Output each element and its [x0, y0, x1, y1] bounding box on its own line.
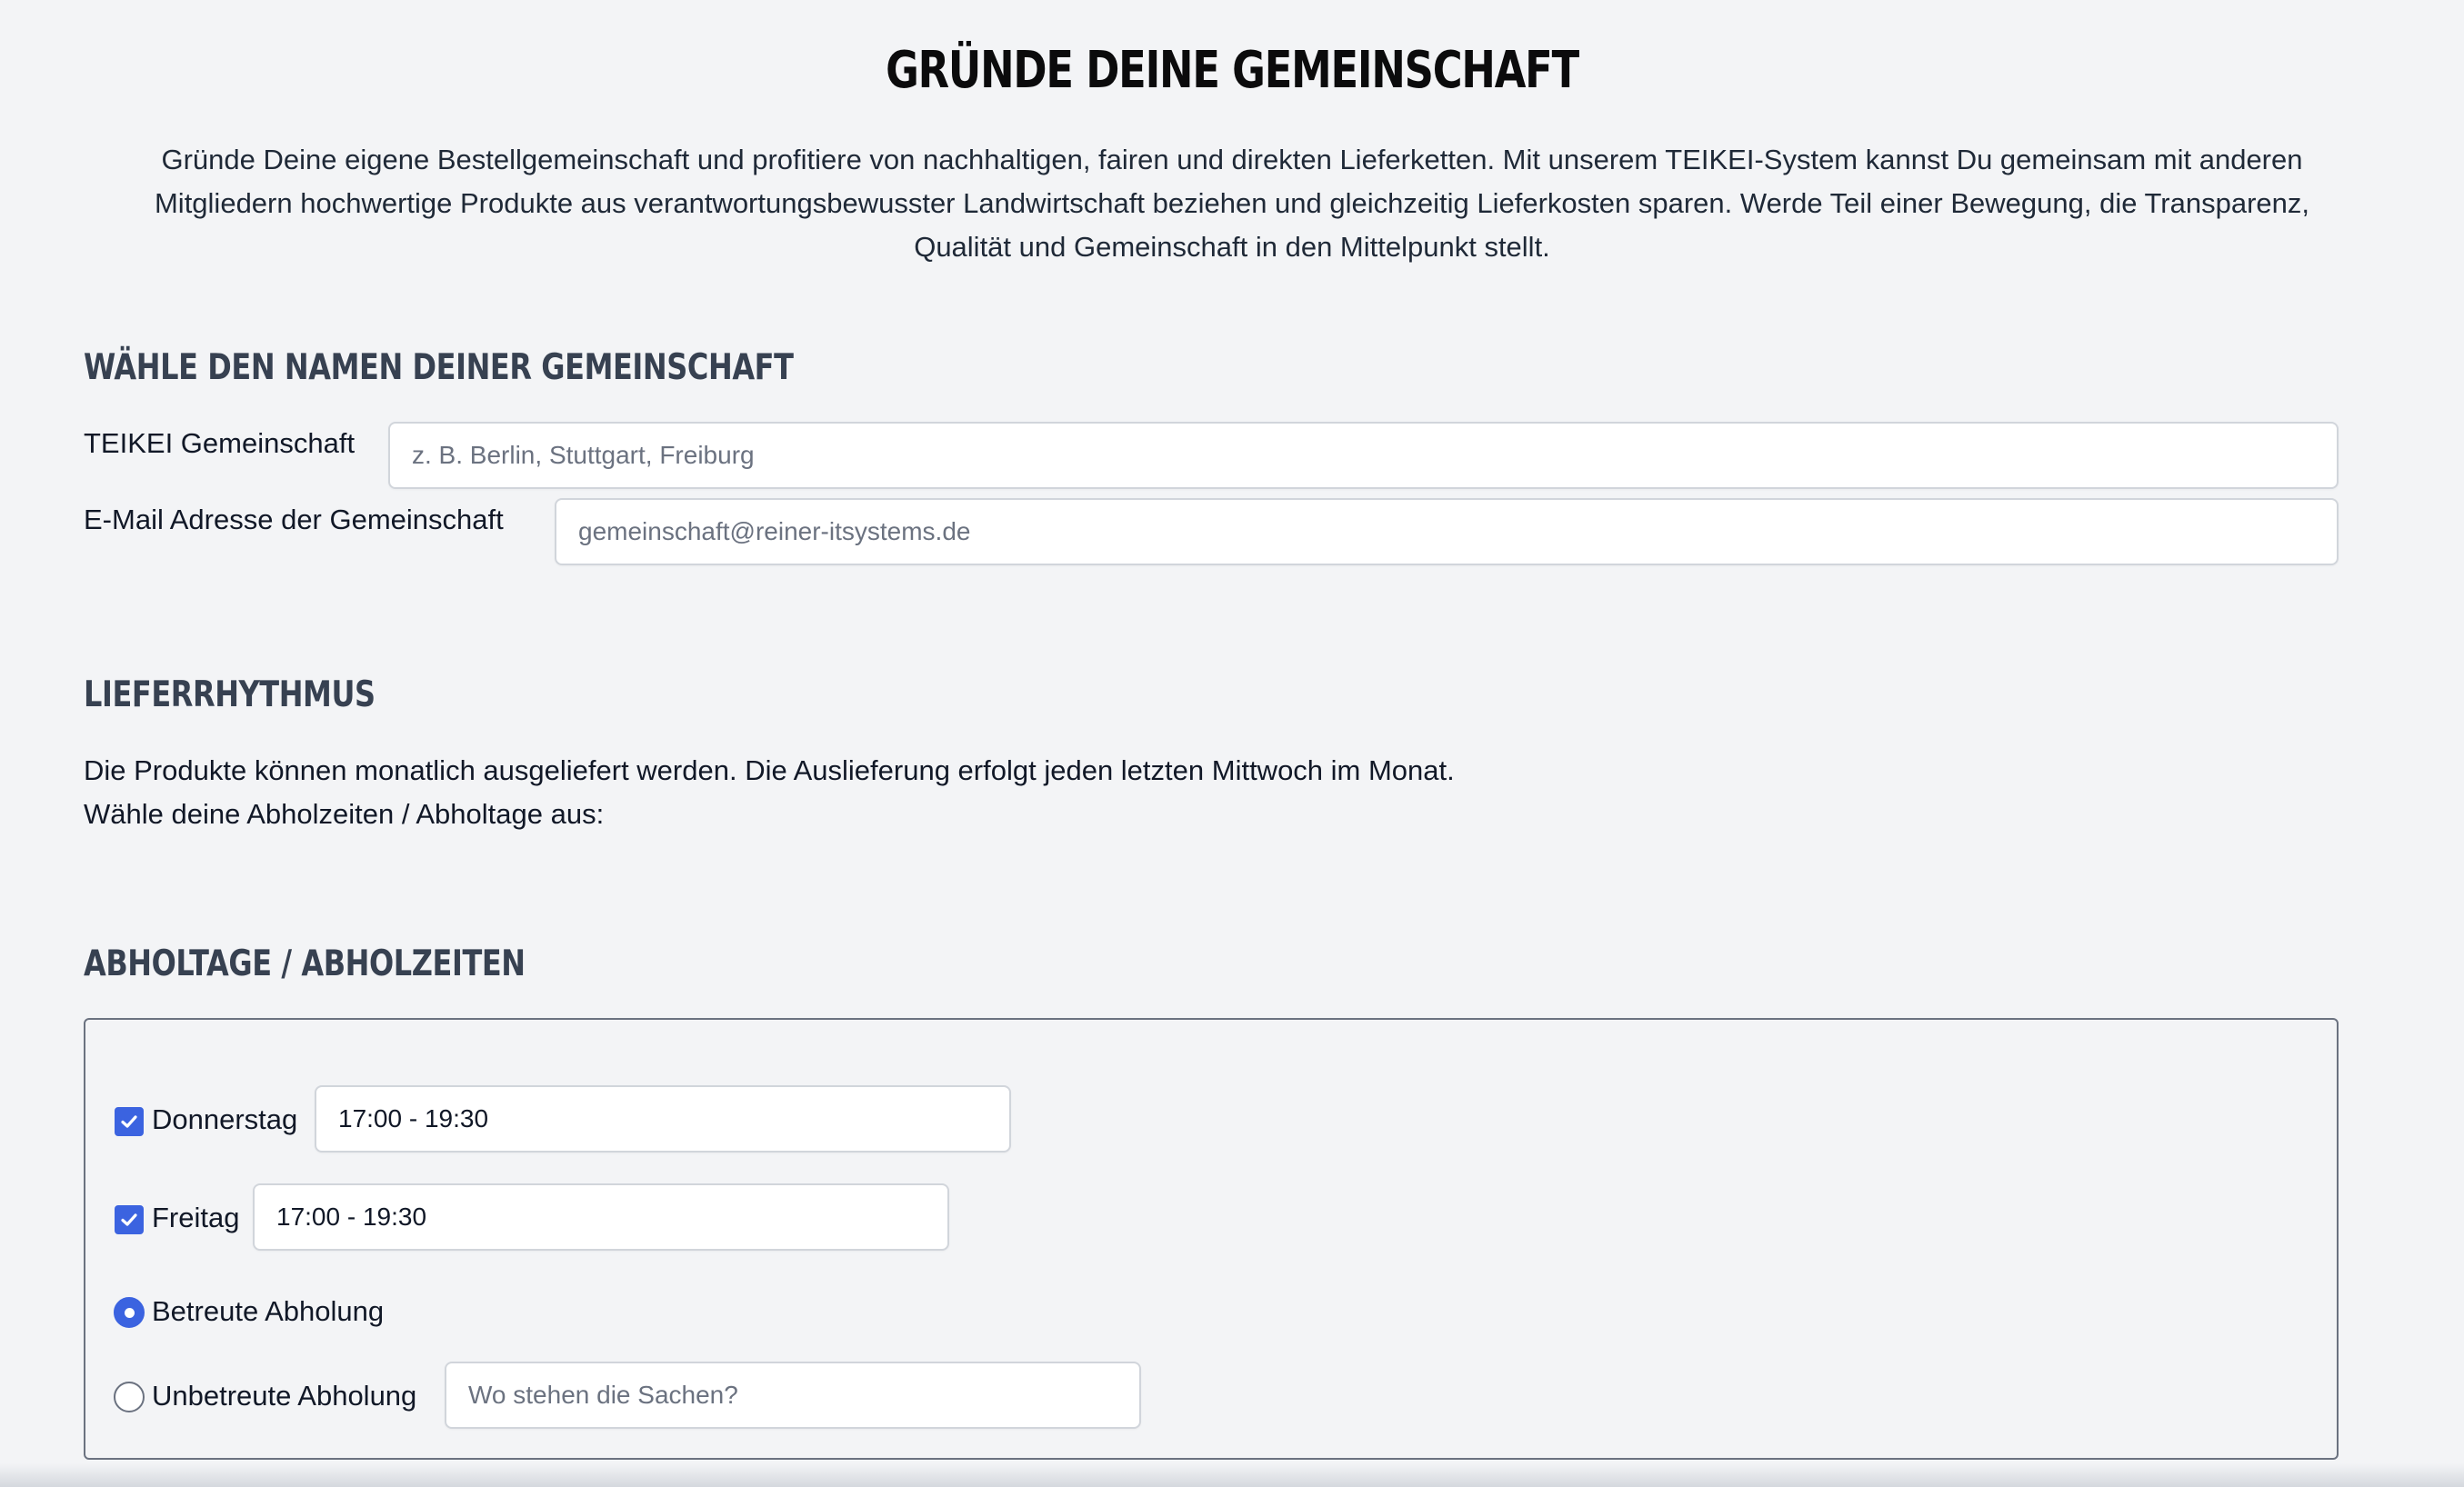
checkmark-icon: [119, 1210, 139, 1230]
intro-text: [55, 138, 2409, 269]
community-email-input[interactable]: [555, 498, 2339, 565]
delivery-description: Die Produkte können monatlich ausgeliefert werden. Die Auslieferung erfolgt jeden letzten Mittwoch im Monat.: [84, 754, 1455, 786]
thursday-label: Donnerstag: [152, 1103, 298, 1135]
supervised-pickup-radio[interactable]: [114, 1297, 145, 1328]
unsupervised-pickup-radio[interactable]: [114, 1382, 145, 1412]
checkmark-icon: [119, 1112, 139, 1132]
intro-line: Mitgliedern hochwertige Produkte aus verantwortungsbewusster Landwirtschaft beziehen und gleichzeitig Lieferkosten sparen. Werde Teil einer Bewegung, die Transparenz,: [154, 187, 2309, 219]
community-email-label: E-Mail Adresse der Gemeinschaft: [84, 504, 504, 535]
page-title: GRÜNDE DEINE GEMEINSCHAFT: [886, 41, 1578, 100]
pickup-section-heading: ABHOLTAGE / ABHOLZEITEN: [84, 943, 526, 984]
intro-line: Gründe Deine eigene Bestellgemeinschaft und profitiere von nachhaltigen, fairen und direkten Lieferketten. Mit unserem TEIKEI-System kannst Du gemeinsam mit anderen: [161, 144, 2303, 175]
intro-line: Qualität und Gemeinschaft in den Mittelpunkt stellt.: [914, 231, 1550, 263]
thursday-time-input[interactable]: [315, 1085, 1011, 1153]
scroll-shadow: [0, 1463, 2464, 1487]
thursday-checkbox[interactable]: [115, 1107, 144, 1136]
name-section-heading: WÄHLE DEN NAMEN DEINER GEMEINSCHAFT: [84, 347, 794, 388]
community-name-label: TEIKEI Gemeinschaft: [84, 427, 356, 459]
pickup-instruction: Wähle deine Abholzeiten / Abholtage aus:: [84, 798, 605, 830]
community-name-input[interactable]: [388, 422, 2339, 489]
friday-time-input[interactable]: [253, 1183, 949, 1251]
delivery-section-heading: LIEFERRHYTHMUS: [84, 674, 376, 715]
supervised-pickup-label: Betreute Abholung: [152, 1295, 385, 1327]
friday-label: Freitag: [152, 1202, 240, 1233]
pickup-location-input[interactable]: [445, 1362, 1141, 1429]
unsupervised-pickup-label: Unbetreute Abholung: [152, 1380, 417, 1412]
friday-checkbox[interactable]: [115, 1205, 144, 1234]
